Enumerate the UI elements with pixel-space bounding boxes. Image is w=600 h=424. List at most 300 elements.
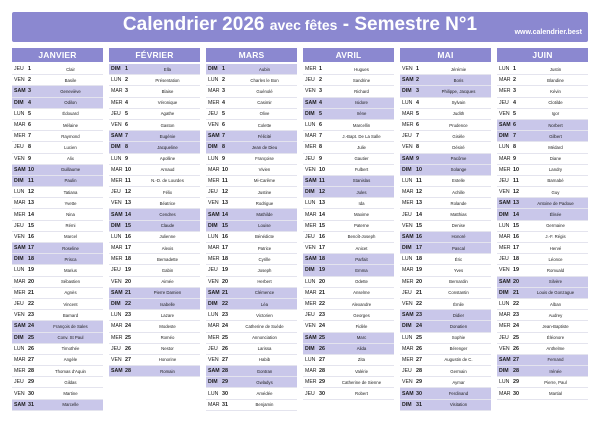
saint-name: Bénédicte xyxy=(254,234,275,240)
day-name: MER xyxy=(499,323,511,330)
day-row xyxy=(497,333,588,344)
day-number: 22 xyxy=(416,301,422,308)
day-number: 8 xyxy=(222,144,225,151)
day-name: VEN xyxy=(499,110,510,117)
day-row xyxy=(400,98,491,109)
saint-name: Mi-Carême xyxy=(253,178,276,184)
saint-name: Amédée xyxy=(256,391,273,397)
day-name: MER xyxy=(208,177,220,184)
saint-name: Vincent xyxy=(63,301,78,307)
saint-name: Gaston xyxy=(160,122,175,128)
day-row xyxy=(303,377,394,388)
day-row xyxy=(12,120,103,131)
saint-name: Lazare xyxy=(160,312,175,318)
day-name: VEN xyxy=(499,345,510,352)
saint-name: Solange xyxy=(450,167,467,173)
saint-name: Émile xyxy=(453,301,464,307)
day-number: 14 xyxy=(513,211,519,218)
day-name: JEU xyxy=(14,222,24,229)
day-row xyxy=(400,221,491,232)
saint-name: Bérenger xyxy=(449,346,468,352)
saint-name: Lucien xyxy=(64,144,77,150)
saint-name: Mélaine xyxy=(62,122,79,128)
saint-name: Alexandre xyxy=(351,301,372,307)
day-number: 15 xyxy=(222,222,228,229)
day-name: SAM xyxy=(14,323,26,330)
saint-name: Charles le Bon xyxy=(250,77,279,83)
saint-name: Barnabé xyxy=(547,178,564,184)
day-name: SAM xyxy=(14,88,26,95)
day-name: JEU xyxy=(305,390,315,397)
day-number: 1 xyxy=(28,66,31,73)
day-number: 5 xyxy=(513,110,516,117)
day-row xyxy=(303,310,394,321)
saint-name: Stanislas xyxy=(352,178,371,184)
day-name: MAR xyxy=(499,155,511,162)
day-number: 23 xyxy=(416,312,422,319)
day-number: 26 xyxy=(416,345,422,352)
day-name: DIM xyxy=(402,88,412,95)
saint-name: Maxime xyxy=(353,212,370,218)
saint-name: Joseph xyxy=(257,267,272,273)
day-number: 1 xyxy=(125,66,128,73)
day-name: SAM xyxy=(305,177,317,184)
saint-name: Zita xyxy=(357,357,366,363)
day-name: VEN xyxy=(111,278,122,285)
day-row xyxy=(206,209,297,220)
day-number: 3 xyxy=(125,88,128,95)
day-number: 23 xyxy=(125,312,131,319)
day-number: 18 xyxy=(28,256,34,263)
day-row xyxy=(303,64,394,75)
day-number: 14 xyxy=(28,211,34,218)
day-number: 20 xyxy=(513,278,519,285)
day-name: VEN xyxy=(305,323,316,330)
saint-name: Bernadette xyxy=(156,256,179,262)
day-name: DIM xyxy=(208,379,218,386)
day-row xyxy=(12,187,103,198)
day-name: MAR xyxy=(305,368,317,375)
day-row xyxy=(303,355,394,366)
day-row xyxy=(497,209,588,220)
saint-name: Béatrice xyxy=(159,200,176,206)
saint-name: Blandine xyxy=(547,77,564,83)
day-row xyxy=(12,154,103,165)
saint-name: Raymond xyxy=(61,133,80,139)
saint-name: Antoine de Padoue xyxy=(537,200,574,206)
day-name: DIM xyxy=(208,144,218,151)
day-row xyxy=(497,243,588,254)
day-name: VEN xyxy=(14,155,25,162)
title-end: - Semestre N°1 xyxy=(342,14,478,35)
day-number: 6 xyxy=(319,122,322,129)
saint-name: Fidèle xyxy=(355,323,368,329)
day-number: 25 xyxy=(28,334,34,341)
day-name: JEU xyxy=(14,144,24,151)
day-number: 13 xyxy=(319,200,325,207)
day-row xyxy=(400,165,491,176)
day-name: MER xyxy=(111,334,123,341)
day-row xyxy=(109,299,200,310)
saint-name: Présentation xyxy=(155,77,180,83)
day-number: 26 xyxy=(125,345,131,352)
day-name: MAR xyxy=(402,345,414,352)
day-row xyxy=(109,310,200,321)
day-name: MER xyxy=(402,356,414,363)
saint-name: Casimir xyxy=(257,100,272,106)
saint-name: Audrey xyxy=(548,312,563,318)
day-number: 20 xyxy=(28,278,34,285)
day-row xyxy=(206,154,297,165)
day-name: VEN xyxy=(499,267,510,274)
day-name: DIM xyxy=(208,301,218,308)
day-number: 9 xyxy=(222,155,225,162)
day-number: 11 xyxy=(416,177,422,184)
saint-name: Anthelme xyxy=(546,346,565,352)
day-row xyxy=(206,265,297,276)
saint-name: Thomas d'Aquin xyxy=(55,368,86,374)
day-number: 8 xyxy=(319,144,322,151)
day-name: MER xyxy=(402,200,414,207)
day-number: 22 xyxy=(28,301,34,308)
day-row xyxy=(497,277,588,288)
calendar-grid xyxy=(12,48,588,418)
day-name: VEN xyxy=(14,233,25,240)
day-number: 16 xyxy=(222,233,228,240)
saint-name: Matthias xyxy=(450,212,467,218)
day-row xyxy=(12,243,103,254)
day-name: JEU xyxy=(14,66,24,73)
day-row xyxy=(497,344,588,355)
day-number: 25 xyxy=(319,334,325,341)
day-number: 18 xyxy=(319,256,325,263)
day-row xyxy=(12,321,103,332)
saint-name: Donatien xyxy=(449,323,468,329)
saint-name: Clair xyxy=(66,66,75,72)
day-row xyxy=(303,165,394,176)
saint-name: Isabelle xyxy=(160,301,175,307)
day-number: 2 xyxy=(222,77,225,84)
day-row xyxy=(206,388,297,399)
saint-name: Olive xyxy=(259,111,270,117)
day-number: 7 xyxy=(416,133,419,140)
day-number: 16 xyxy=(416,233,422,240)
day-name: JEU xyxy=(402,368,412,375)
saint-name: Marius xyxy=(64,267,77,273)
day-name: LUN xyxy=(499,66,510,73)
day-number: 11 xyxy=(125,177,131,184)
month-column xyxy=(12,48,103,411)
day-row xyxy=(497,388,588,399)
saint-name: Igor xyxy=(551,111,560,117)
day-number: 17 xyxy=(513,245,519,252)
day-row xyxy=(206,98,297,109)
saint-name: Pascal xyxy=(452,245,465,251)
day-row xyxy=(400,198,491,209)
saint-name: Paulin xyxy=(64,178,77,184)
day-name: JEU xyxy=(499,99,509,106)
saint-name: Médard xyxy=(548,144,563,150)
day-row xyxy=(206,277,297,288)
day-name: MER xyxy=(111,99,123,106)
day-name: MER xyxy=(499,88,511,95)
saint-name: Jacqueline xyxy=(157,144,178,150)
day-number: 20 xyxy=(319,278,325,285)
day-row xyxy=(206,198,297,209)
day-name: VEN xyxy=(402,379,413,386)
saint-name: Fernand xyxy=(547,357,564,363)
day-name: LUN xyxy=(305,200,316,207)
day-number: 12 xyxy=(125,189,131,196)
day-row xyxy=(12,221,103,232)
saint-name: Clotilde xyxy=(548,100,563,106)
day-number: 4 xyxy=(125,99,128,106)
day-name: DIM xyxy=(208,222,218,229)
month-header: MAI xyxy=(400,48,491,62)
day-name: VEN xyxy=(14,390,25,397)
day-row xyxy=(303,333,394,344)
day-name: JEU xyxy=(402,289,412,296)
day-number: 21 xyxy=(222,289,228,296)
saint-name: Félix xyxy=(162,189,173,195)
day-row xyxy=(12,333,103,344)
day-row xyxy=(303,243,394,254)
day-number: 19 xyxy=(125,267,131,274)
day-name: VEN xyxy=(402,66,413,73)
day-row xyxy=(497,299,588,310)
day-row xyxy=(109,142,200,153)
saint-name: Isidore xyxy=(355,100,368,106)
day-name: LUN xyxy=(499,301,510,308)
day-row xyxy=(400,142,491,153)
saint-name: Sylvain xyxy=(451,100,466,106)
day-name: VEN xyxy=(111,356,122,363)
day-number: 2 xyxy=(513,77,516,84)
day-row xyxy=(400,299,491,310)
day-name: SAM xyxy=(208,368,220,375)
day-number: 22 xyxy=(222,301,228,308)
day-row xyxy=(303,221,394,232)
day-name: SAM xyxy=(305,256,317,263)
day-name: MER xyxy=(208,256,220,263)
saint-name: Romuald xyxy=(546,267,565,273)
saint-name: Gwladys xyxy=(256,379,273,385)
day-row xyxy=(497,131,588,142)
day-number: 6 xyxy=(28,122,31,129)
day-name: DIM xyxy=(499,211,509,218)
day-name: SAM xyxy=(402,77,414,84)
day-row xyxy=(12,377,103,388)
day-number: 8 xyxy=(125,144,128,151)
saint-name: Claude xyxy=(160,223,175,229)
saint-name: Alexis xyxy=(161,245,174,251)
day-number: 19 xyxy=(513,267,519,274)
day-name: DIM xyxy=(208,66,218,73)
day-number: 6 xyxy=(222,122,225,129)
saint-name: Ida xyxy=(358,200,365,206)
day-name: LUN xyxy=(111,155,122,162)
day-number: 30 xyxy=(28,390,34,397)
day-row xyxy=(497,366,588,377)
saint-name: Jean-Baptiste xyxy=(542,323,569,329)
day-name: VEN xyxy=(208,122,219,129)
day-name: MER xyxy=(305,301,317,308)
day-row xyxy=(12,98,103,109)
day-number: 13 xyxy=(125,200,131,207)
saint-name: Gilbert xyxy=(549,133,562,139)
day-row xyxy=(497,377,588,388)
day-number: 7 xyxy=(319,133,322,140)
day-row xyxy=(206,344,297,355)
day-row xyxy=(497,86,588,97)
day-row xyxy=(109,165,200,176)
month-header: MARS xyxy=(206,48,297,62)
day-name: VEN xyxy=(208,356,219,363)
day-row xyxy=(303,344,394,355)
day-name: LUN xyxy=(14,345,25,352)
day-name: MER xyxy=(305,379,317,386)
day-number: 28 xyxy=(28,368,34,375)
day-number: 7 xyxy=(513,133,516,140)
day-name: DIM xyxy=(111,144,121,151)
day-number: 2 xyxy=(125,77,128,84)
saint-name: Apolline xyxy=(159,156,176,162)
day-number: 1 xyxy=(416,66,419,73)
day-number: 12 xyxy=(416,189,422,196)
day-name: LUN xyxy=(208,155,219,162)
day-number: 28 xyxy=(125,368,131,375)
day-name: DIM xyxy=(14,99,24,106)
day-row xyxy=(400,344,491,355)
saint-name: Romain xyxy=(160,368,175,374)
saint-name: Julie xyxy=(357,144,366,150)
saint-name: J.-F. Régis xyxy=(545,234,566,240)
day-row xyxy=(12,265,103,276)
day-name: MAR xyxy=(14,356,26,363)
saint-name: Barnard xyxy=(62,312,79,318)
day-number: 20 xyxy=(125,278,131,285)
day-number: 23 xyxy=(222,312,228,319)
day-name: VEN xyxy=(111,122,122,129)
month-header: JANVIER xyxy=(12,48,103,62)
day-name: LUN xyxy=(305,356,316,363)
day-number: 17 xyxy=(416,245,422,252)
day-name: MAR xyxy=(402,189,414,196)
saint-name: Marcelle xyxy=(62,402,79,408)
day-name: JEU xyxy=(305,155,315,162)
day-name: VEN xyxy=(305,166,316,173)
saint-name: Anselme xyxy=(353,290,370,296)
day-row xyxy=(303,198,394,209)
day-name: DIM xyxy=(499,368,509,375)
day-number: 5 xyxy=(28,110,31,117)
day-row xyxy=(206,120,297,131)
day-row xyxy=(303,209,394,220)
saint-name: Paterne xyxy=(353,223,370,229)
day-number: 31 xyxy=(416,401,422,408)
day-number: 10 xyxy=(319,166,325,173)
day-row xyxy=(400,400,491,411)
day-row xyxy=(109,131,200,142)
day-row xyxy=(12,388,103,399)
day-number: 6 xyxy=(416,122,419,129)
day-number: 13 xyxy=(513,200,519,207)
day-row xyxy=(206,299,297,310)
day-number: 1 xyxy=(319,66,322,73)
day-number: 19 xyxy=(319,267,325,274)
day-row xyxy=(206,86,297,97)
day-number: 20 xyxy=(222,278,228,285)
saint-name: Julienne xyxy=(159,234,176,240)
day-name: VEN xyxy=(208,200,219,207)
day-number: 21 xyxy=(125,289,131,296)
day-number: 5 xyxy=(416,110,419,117)
day-row xyxy=(206,333,297,344)
saint-name: Geneviève xyxy=(60,88,81,94)
saint-name: Bernardin xyxy=(449,279,468,285)
day-name: MER xyxy=(111,256,123,263)
day-number: 31 xyxy=(222,401,228,408)
day-name: SAM xyxy=(305,334,317,341)
day-row xyxy=(497,187,588,198)
day-number: 19 xyxy=(416,267,422,274)
day-number: 18 xyxy=(125,256,131,263)
day-name: VEN xyxy=(499,189,510,196)
day-name: VEN xyxy=(402,301,413,308)
saint-name: Désiré xyxy=(452,144,465,150)
day-row xyxy=(497,120,588,131)
day-name: MAR xyxy=(111,323,123,330)
day-row xyxy=(400,366,491,377)
month-column xyxy=(206,48,297,411)
saint-name: Honoré xyxy=(451,234,466,240)
day-row xyxy=(303,366,394,377)
day-row xyxy=(206,355,297,366)
saint-name: Larissa xyxy=(257,346,272,352)
day-row xyxy=(303,277,394,288)
day-row xyxy=(12,75,103,86)
day-name: DIM xyxy=(14,256,24,263)
day-row xyxy=(12,288,103,299)
day-number: 22 xyxy=(319,301,325,308)
day-number: 30 xyxy=(416,390,422,397)
day-row xyxy=(303,109,394,120)
day-number: 17 xyxy=(28,245,34,252)
day-name: MAR xyxy=(499,312,511,319)
saint-name: Didier xyxy=(452,312,465,318)
day-name: SAM xyxy=(111,133,123,140)
day-name: JEU xyxy=(111,345,121,352)
day-row xyxy=(12,344,103,355)
day-row xyxy=(109,254,200,265)
day-name: SAM xyxy=(111,289,123,296)
saint-name: Parfait xyxy=(355,256,368,262)
day-name: MAR xyxy=(499,77,511,84)
day-name: SAM xyxy=(14,166,26,173)
day-row xyxy=(303,86,394,97)
day-name: DIM xyxy=(14,177,24,184)
day-row xyxy=(400,243,491,254)
day-number: 18 xyxy=(513,256,519,263)
day-name: LUN xyxy=(208,233,219,240)
day-name: JEU xyxy=(208,267,218,274)
saint-name: Benjamin xyxy=(255,402,274,408)
day-name: MER xyxy=(499,245,511,252)
day-row xyxy=(12,355,103,366)
saint-name: Édouard xyxy=(62,111,79,117)
saint-name: Pierre Damien xyxy=(153,290,182,296)
page-title xyxy=(12,14,588,36)
